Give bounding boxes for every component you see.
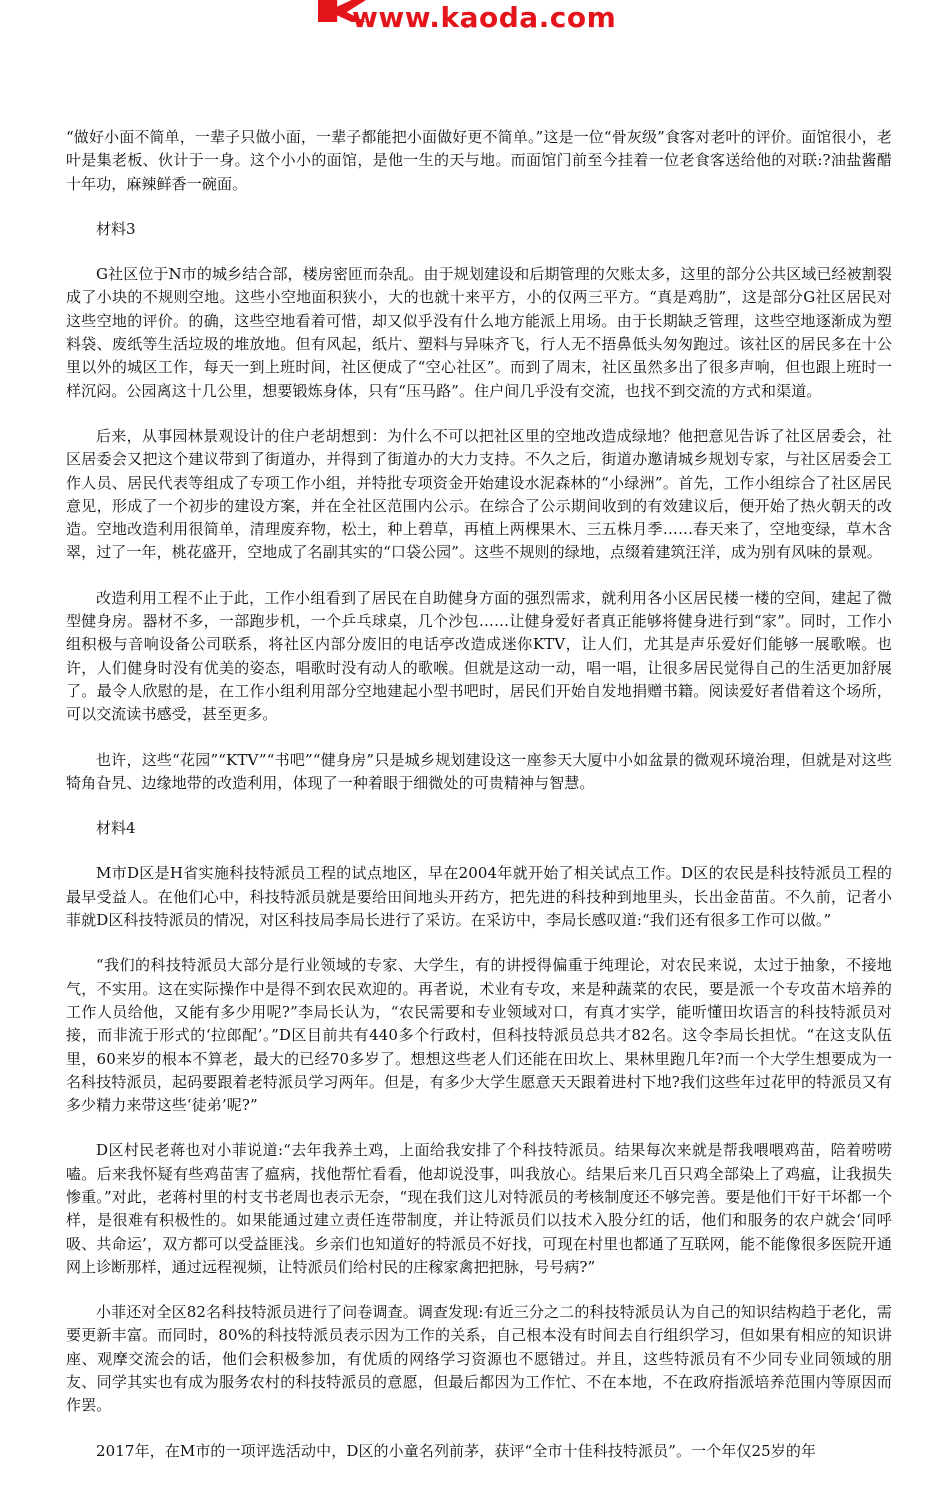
section-heading-material-3: 材料3 [96,219,136,238]
site-header [0,0,950,40]
site-logo-text[interactable]: www.kaoda.com [352,1,617,34]
paragraph-green-space: 后来，从事园林景观设计的住户老胡想到：为什么不可以把社区里的空地改造成绿地？他把意见告诉了社区居委会，社区居委会又把这个建议带到了街道办，并得到了街道办的大力支持。不久之后，街道办邀请城乡规划专家，与社区居委会工作人员、居民代表等组成了专项工作小组，并特批专项资金开始建设水泥森林的“小绿洲”。首先，工作小组综合了社区居民意见，形成了一个初步的建设方案，并在全社区范围内公示。在综合了公示期间收到的有效建议后，便开始了热火朝天的改造。空地改造利用很简单，清理废弃物，松土，种上碧草，再植上两棵果木、三五株月季……春天来了，空地变绿，草木含翠，过了一年，桃花盛开，空地成了名副其实的“口袋公园”。这些不规则的绿地，点缀着建筑汪洋，成为别有风味的景观。 [66,426,892,562]
paragraph-director-li: “我们的科技特派员大部分是行业领域的专家、大学生，有的讲授得偏重于纯理论，对农民来说，太过于抽象，不接地气，不实用。这在实际操作中是得不到农民欢迎的。再者说，术业有专攻，来是种蔬菜的农民，要是派一个专攻苗木培养的工作人员给他，又能有多少用呢?”李局长认为，“农民需要和专业领域对口，有真才实学，能听懂田坎语言的科技特派员对接，而非流于形式的‘拉郎配’。”D区目前共有440多个行政村，但科技特派员总共才82名。这令李局长担忧。“在这支队伍里，60来岁的根本不算老，最大的已经70多岁了。想想这些老人们还能在田坎上、果林里跑几年?而一个大学生想要成为一名科技特派员，起码要跟着老特派员学习两年。但是，有多少大学生愿意天天跟着进村下地?我们这些年过花甲的特派员又有多少精力来带这些‘徒弟’呢?” [66,956,892,1115]
page-footer-divider [456,1336,486,1339]
paragraph-micro-governance: 也许，这些“花园”“KTV”“书吧”“健身房”只是城乡规划建设这一座参天大厦中小如盆景的微观环境治理，但就是对这些犄角旮旯、边缘地带的改造利用，体现了一种着眼于细微处的可贵精神与智慧。 [66,750,892,792]
paragraph-gym-ktv: 改造利用工程不止于此，工作小组看到了居民在自助健身方面的强烈需求，就利用各小区居民楼一楼的空间，建起了微型健身房。器材不多，一部跑步机，一个乒乓球桌，几个沙包……让健身爱好者真正能够将健身进行到“家”。同时，工作小组积极与音响设备公司联系，将社区内部分废旧的电话亭改造成迷你KTV，让人们，尤其是声乐爱好们能够一展歌喉。也许，人们健身时没有优美的姿态，唱歌时没有动人的歌喉。但就是这动一动，唱一唱，让很多居民觉得自己的生活更加舒展了。最令人欣慰的是，在工作小组利用部分空地建起小型书吧时，居民们开始自发地捐赠书籍。阅读爱好者借着这个场所，可以交流读书感受，甚至更多。 [66,588,892,724]
paragraph-survey: 小菲还对全区82名科技特派员进行了问卷调查。调查发现:有近三分之二的科技特派员认为自己的知识结构趋于老化，需要更新丰富。而同时，80%的科技特派员表示因为工作的关系，自己根本没有时间去自行组织学习，但如果有相应的知识讲座、观摩交流会的话，他们会积极参加，有优质的网络学习资源也不愿错过。并且，这些特派员有不少同专业同领域的朋友、同学其实也有成为服务农村的科技特派员的意愿，但最后都因为工作忙、不在本地，不在政府指派培养范围内等原因而作罢。 [66,1303,892,1415]
paragraph-d-district: M市D区是H省实施科技特派员工程的试点地区，早在2004年就开始了相关试点工作。D区的农民是科技特派员工程的最早受益人。在他们心中，科技特派员就是要给田间地头开药方，把先进的科技种到地里头，长出金苗苗。不久前，记者小菲就D区科技特派员的情况，对区科技局李局长进行了采访。在采访中，李局长感叹道:“我们还有很多工作可以做。” [66,864,892,930]
paragraph-villager-jiang: D区村民老蒋也对小菲说道:“去年我养土鸡，上面给我安排了个科技特派员。结果每次来就是帮我喂喂鸡苗，陪着唠唠嗑。后来我怀疑有些鸡苗害了瘟病，找他帮忙看看，他却说没事，叫我放心。结果后来几百只鸡全部染上了鸡瘟，让我损失惨重。”对此，老蒋村里的村支书老周也表示无奈，“现在我们这儿对特派员的考核制度还不够完善。要是他们干好干坏都一个样，是很难有积极性的。如果能通过建立责任连带制度，并让特派员们以技术入股分红的话，他们和服务的农户就会‘同呼吸、共命运’，双方都可以受益匪浅。乡亲们也知道好的特派员不好找，可现在村里也都通了互联网，能不能像很多医院开通网上诊断那样，通过远程视频，让特派员们给村民的庄稼家禽把把脉，号号病?” [66,1141,892,1276]
paragraph-g-community: G社区位于N市的城乡结合部，楼房密匝而杂乱。由于规划建设和后期管理的欠账太多，这里的部分公共区域已经被割裂成了小块的不规则空地。这些小空地面积狭小，大的也就十来平方，小的仅两三平方。“真是鸡肋”，这是部分G社区居民对这些空地的评价。的确，这些空地看着可惜，却又似乎没有什么地方能派上用场。由于长期缺乏管理，这些空地逐渐成为塑料袋、废纸等生活垃圾的堆放地。但有风起，纸片、塑料与异味齐飞，行人无不捂鼻低头匆匆跑过。该社区的居民多在十公里以外的城区工作，每天一到上班时间，社区便成了“空心社区”。而到了周末，社区虽然多出了很多声响，但也跟上班时一样沉闷。公园离这十几公里，想要锻炼身体，只有“压马路”。住户间几乎没有交流，也找不到交流的方式和渠道。 [66,265,892,400]
paragraph-noodle-shop: “做好小面不简单，一辈子只做小面，一辈子都能把小面做好更不简单。”这是一位“骨灰级”食客对老叶的评价。面馆很小，老叶是集老板、伙计于一身。这个小小的面馆，是他一生的天与地。而面馆门前至今挂着一位老食客送给他的对联:?油盐酱醋十年功，麻辣鲜香一碗面。 [66,128,892,193]
section-heading-material-4: 材料4 [96,819,136,838]
document-body [66,126,892,1485]
paragraph-xiao-tong: 2017年，在M市的一项评选活动中，D区的小童名列前茅，获评“全市十佳科技特派员”。一个年仅25岁的年 [96,1441,817,1460]
